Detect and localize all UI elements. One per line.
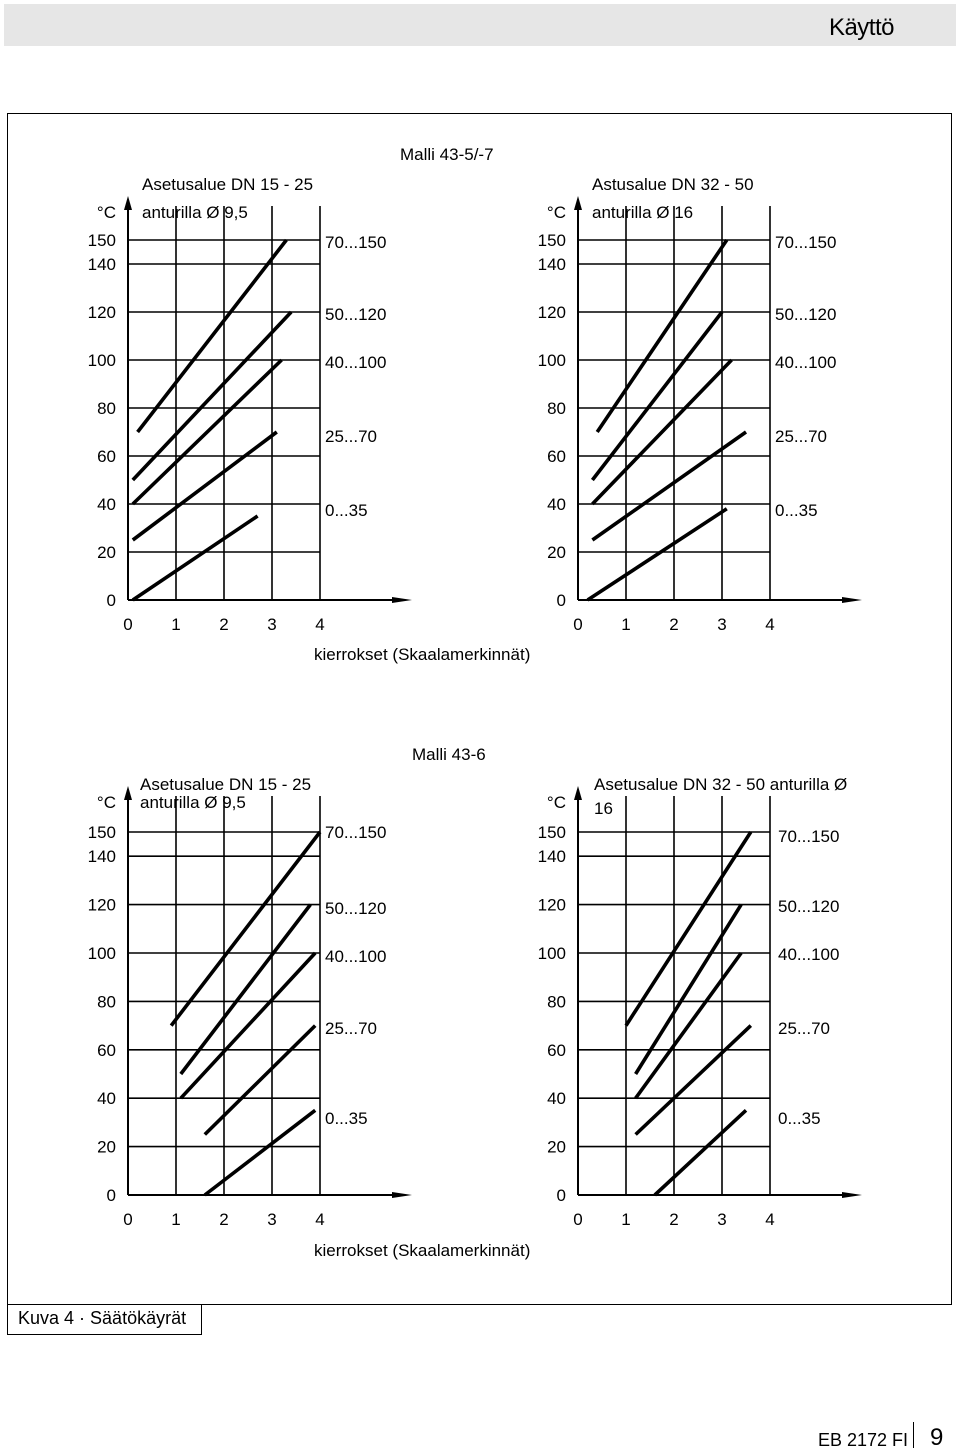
y-tick-label: 0: [106, 591, 116, 610]
chart-subtitle: anturilla Ø 9,5: [140, 793, 246, 812]
x-tick-label: 2: [219, 1210, 229, 1229]
y-tick-label: 140: [87, 255, 116, 274]
curve-label: 25...70: [325, 1019, 377, 1038]
x-tick-label: 0: [123, 1210, 133, 1229]
y-axis-arrow: [124, 196, 132, 210]
y-tick-label: 100: [537, 944, 566, 963]
x-axis-arrow: [392, 1192, 412, 1198]
y-unit-label: °C: [546, 203, 566, 222]
curve-0---35: [588, 509, 727, 600]
chart-subtitle: 16: [594, 799, 613, 818]
y-tick-label: 120: [87, 895, 116, 915]
x-tick-label: 4: [765, 615, 775, 634]
curve-70---150: [138, 240, 287, 432]
x-axis-title: kierrokset (Skaalamerkinnät): [314, 1241, 531, 1260]
y-tick-label: 150: [537, 231, 566, 250]
y-unit-label: °C: [96, 203, 116, 222]
x-tick-label: 3: [267, 1210, 277, 1229]
figure-caption: Kuva 4 · Säätökäyrät: [18, 1308, 187, 1328]
y-tick-label: 120: [537, 303, 566, 322]
chart-panel-3: [124, 786, 412, 1198]
y-axis-arrow: [124, 786, 132, 800]
curve-70---150: [171, 832, 320, 1026]
chart-panel-1: [124, 196, 412, 603]
y-tick-label: 60: [97, 447, 116, 466]
model-title: Malli 43-6: [412, 745, 486, 764]
x-tick-label: 3: [267, 615, 277, 634]
chart-subtitle: anturilla Ø 9,5: [142, 203, 248, 222]
curve-70---150: [597, 240, 727, 432]
curve-label: 50...120: [325, 899, 387, 918]
curve-40---100: [636, 953, 742, 1098]
chart-subtitle: Asetusalue DN 15 - 25: [142, 175, 314, 194]
y-axis-arrow: [574, 196, 582, 210]
curve-label: 50...120: [775, 305, 837, 324]
page-header-title: Käyttö: [828, 14, 894, 41]
curve-0---35: [205, 1110, 315, 1195]
curve-label: 0...35: [325, 1109, 368, 1128]
curve-40---100: [181, 953, 315, 1098]
y-tick-label: 80: [547, 992, 566, 1012]
curve-70---150: [626, 832, 751, 1026]
y-unit-label: °C: [96, 793, 116, 812]
curve-label: 40...100: [325, 353, 387, 372]
y-unit-label: °C: [546, 793, 566, 812]
x-tick-label: 2: [669, 615, 679, 634]
curve-label: 40...100: [775, 353, 837, 372]
chart-subtitle: anturilla Ø 16: [592, 203, 694, 222]
y-tick-label: 80: [547, 399, 566, 418]
x-axis-arrow: [392, 597, 412, 603]
y-tick-label: 40: [97, 1089, 116, 1109]
y-tick-label: 100: [87, 944, 116, 963]
chart-subtitle: Astusalue DN 32 - 50: [592, 175, 754, 194]
x-axis-arrow: [842, 597, 862, 603]
curve-label: 25...70: [778, 1019, 830, 1038]
y-tick-label: 60: [547, 1040, 566, 1060]
y-tick-label: 150: [537, 823, 566, 842]
chart-panel-4: [574, 786, 862, 1198]
curve-label: 70...150: [778, 827, 840, 846]
curve-50---120: [592, 312, 722, 480]
x-tick-label: 0: [573, 615, 583, 634]
curve-label: 25...70: [325, 427, 377, 446]
y-tick-label: 150: [87, 231, 116, 250]
y-tick-label: 0: [556, 1186, 566, 1205]
chart-subtitle: Asetusalue DN 32 - 50 anturilla Ø: [594, 775, 848, 794]
chart-panel-2: [574, 196, 862, 603]
y-tick-label: 140: [537, 255, 566, 274]
curve-label: 0...35: [325, 501, 368, 520]
footer-separator: [913, 1422, 914, 1448]
x-tick-label: 3: [717, 615, 727, 634]
y-tick-label: 140: [537, 847, 566, 867]
x-tick-label: 2: [219, 615, 229, 634]
y-tick-label: 60: [547, 447, 566, 466]
chart-subtitle: Asetusalue DN 15 - 25: [140, 775, 312, 794]
y-tick-label: 40: [547, 1089, 566, 1109]
curve-label: 40...100: [778, 945, 840, 964]
curve-label: 25...70: [775, 427, 827, 446]
y-tick-label: 0: [106, 1186, 116, 1205]
document-id: EB 2172 FI: [818, 1430, 909, 1450]
y-tick-label: 80: [97, 992, 116, 1012]
curve-label: 70...150: [775, 233, 837, 252]
y-tick-label: 80: [97, 399, 116, 418]
y-tick-label: 120: [537, 895, 566, 915]
model-title: Malli 43-5/-7: [400, 145, 494, 164]
x-tick-label: 1: [171, 615, 181, 634]
curve-label: 40...100: [325, 947, 387, 966]
x-tick-label: 2: [669, 1210, 679, 1229]
x-axis-arrow: [842, 1192, 862, 1198]
y-tick-label: 100: [537, 351, 566, 370]
x-tick-label: 4: [315, 1210, 325, 1229]
curve-25---70: [133, 432, 277, 540]
curve-40---100: [592, 360, 731, 504]
x-tick-label: 0: [123, 615, 133, 634]
curve-label: 0...35: [778, 1109, 821, 1128]
curve-label: 50...120: [778, 897, 840, 916]
y-tick-label: 20: [97, 543, 116, 562]
curve-label: 70...150: [325, 823, 387, 842]
x-tick-label: 4: [315, 615, 325, 634]
x-tick-label: 4: [765, 1210, 775, 1229]
curve-25---70: [636, 1026, 751, 1135]
y-tick-label: 120: [87, 303, 116, 322]
curve-label: 50...120: [325, 305, 387, 324]
y-tick-label: 150: [87, 823, 116, 842]
x-tick-label: 1: [621, 615, 631, 634]
y-tick-label: 140: [87, 847, 116, 867]
curve-0---35: [655, 1110, 746, 1195]
x-tick-label: 1: [171, 1210, 181, 1229]
curve-label: 0...35: [775, 501, 818, 520]
y-axis-arrow: [574, 786, 582, 800]
y-tick-label: 40: [97, 495, 116, 514]
y-tick-label: 20: [97, 1137, 116, 1157]
x-axis-title: kierrokset (Skaalamerkinnät): [314, 645, 531, 664]
y-tick-label: 0: [556, 591, 566, 610]
x-tick-label: 1: [621, 1210, 631, 1229]
y-tick-label: 20: [547, 543, 566, 562]
curve-25---70: [205, 1026, 315, 1135]
x-tick-label: 0: [573, 1210, 583, 1229]
x-tick-label: 3: [717, 1210, 727, 1229]
y-tick-label: 100: [87, 351, 116, 370]
y-tick-label: 20: [547, 1137, 566, 1157]
curve-0---35: [133, 516, 258, 600]
y-tick-label: 40: [547, 495, 566, 514]
y-tick-label: 60: [97, 1040, 116, 1060]
curve-label: 70...150: [325, 233, 387, 252]
page-number: 9: [930, 1424, 944, 1451]
